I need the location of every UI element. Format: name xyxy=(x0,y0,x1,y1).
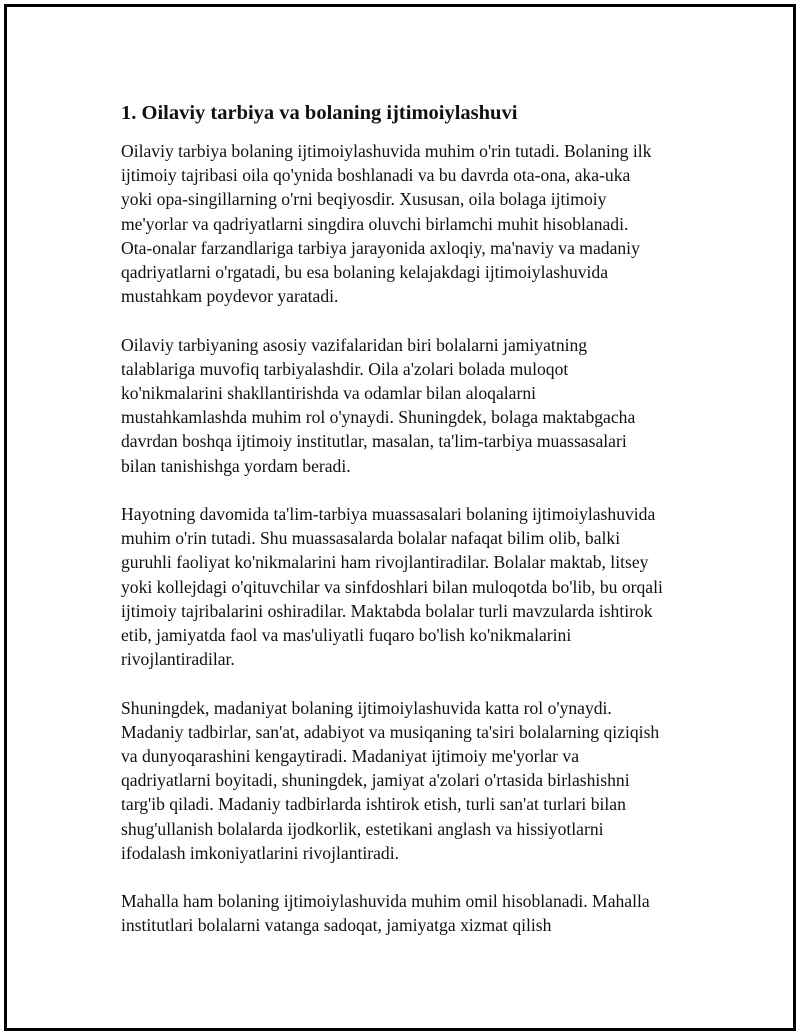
text-line: Mahalla ham bolaning ijtimoiylashuvida muhim omil hisoblanadi. Mahalla xyxy=(121,891,650,912)
text-line: ijtimoiy tajribalarini oshiradilar. Maktabda bolalar turli mavzularda ishtirok xyxy=(121,600,653,621)
paragraph-culture xyxy=(121,696,687,865)
text-line: Oilaviy tarbiyaning asosiy vazifalaridan biri bolalarni jamiyatning xyxy=(121,334,588,355)
text-line: shug'ullanish bolalarda ijodkorlik, estetikani anglash va hissiyotlarni xyxy=(121,818,604,839)
text-line: ko'nikmalarini shakllantirishda va odamlar bilan aloqalarni xyxy=(121,383,537,404)
text-line: mustahkamlashda muhim rol o'ynaydi. Shuningdek, bolaga maktabgacha xyxy=(121,407,636,428)
text-line: Madaniy tadbirlar, san'at, adabiyot va musiqaning ta'siri bolalarning qiziqish xyxy=(121,721,660,742)
text-line: Shuningdek, madaniyat bolaning ijtimoiylashuvida katta rol o'ynaydi. xyxy=(121,697,612,718)
text-line: Hayotning davomida ta'lim-tarbiya muassasalari bolaning ijtimoiylashuvida xyxy=(121,504,656,525)
paragraph-mahalla xyxy=(121,889,687,937)
text-line: ijtimoiy tajribasi oila qo'ynida boshlanadi va bu davrda ota-ona, aka-uka xyxy=(121,165,631,186)
text-line: ifodalash imkoniyatlarini rivojlantiradi. xyxy=(121,842,400,863)
text-line: qadriyatlarni boyitadi, shuningdek, jamiyat a'zolari o'rtasida birlashishni xyxy=(121,770,630,791)
text-line: etib, jamiyatda faol va mas'uliyatli fuqaro bo'lish ko'nikmalarini xyxy=(121,625,572,646)
page-frame xyxy=(4,4,796,1031)
text-line: institutlari bolalarni vatanga sadoqat, jamiyatga xizmat qilish xyxy=(121,915,552,936)
text-line: muhim o'rin tutadi. Shu muassasalarda bolalar nafaqat bilim olib, balki xyxy=(121,528,621,549)
text-line: Oilaviy tarbiya bolaning ijtimoiylashuvida muhim o'rin tutadi. Bolaning ilk xyxy=(121,141,652,161)
text-line: me'yorlar va qadriyatlarni singdira oluvchi birlamchi muhit hisoblanadi. xyxy=(121,213,629,234)
paragraph-family-upbringing xyxy=(121,139,687,308)
text-line: guruhli faoliyat ko'nikmalarini ham rivojlantiradilar. Bolalar maktab, litsey xyxy=(121,552,649,573)
section-heading: 1. Oilaviy tarbiya va bolaning ijtimoiylashuvi xyxy=(121,102,518,124)
text-line: Ota-onalar farzandlariga tarbiya jarayonida axloqiy, ma'naviy va madaniy xyxy=(121,237,640,258)
text-line: davrdan boshqa ijtimoiy institutlar, masalan, ta'lim-tarbiya muassasalari xyxy=(121,431,627,452)
text-line: rivojlantiradilar. xyxy=(121,649,235,670)
text-line: va dunyoqarashini kengaytiradi. Madaniyat ijtimoiy me'yorlar va xyxy=(121,746,580,767)
document-body xyxy=(121,99,687,962)
text-line: yoki opa-singillarning o'rni beqiyosdir. Xususan, oila bolaga ijtimoiy xyxy=(121,189,607,210)
text-line: yoki kollejdagi o'qituvchilar va sinfdoshlari bilan muloqotda bo'lib, bu orqali xyxy=(121,576,663,597)
text-line: mustahkam poydevor yaratadi. xyxy=(121,286,339,307)
text-line: targ'ib qiladi. Madaniy tadbirlarda ishtirok etish, turli san'at turlari bilan xyxy=(121,794,626,815)
text-line: talablariga muvofiq tarbiyalashdir. Oila a'zolari bolada muloqot xyxy=(121,358,569,379)
paragraph-education-institutions xyxy=(121,502,687,671)
paragraph-family-tasks xyxy=(121,333,687,478)
text-line: qadriyatlarni o'rgatadi, bu esa bolaning kelajakdagi ijtimoiylashuvida xyxy=(121,262,609,283)
text-line: bilan tanishishga yordam beradi. xyxy=(121,455,351,476)
